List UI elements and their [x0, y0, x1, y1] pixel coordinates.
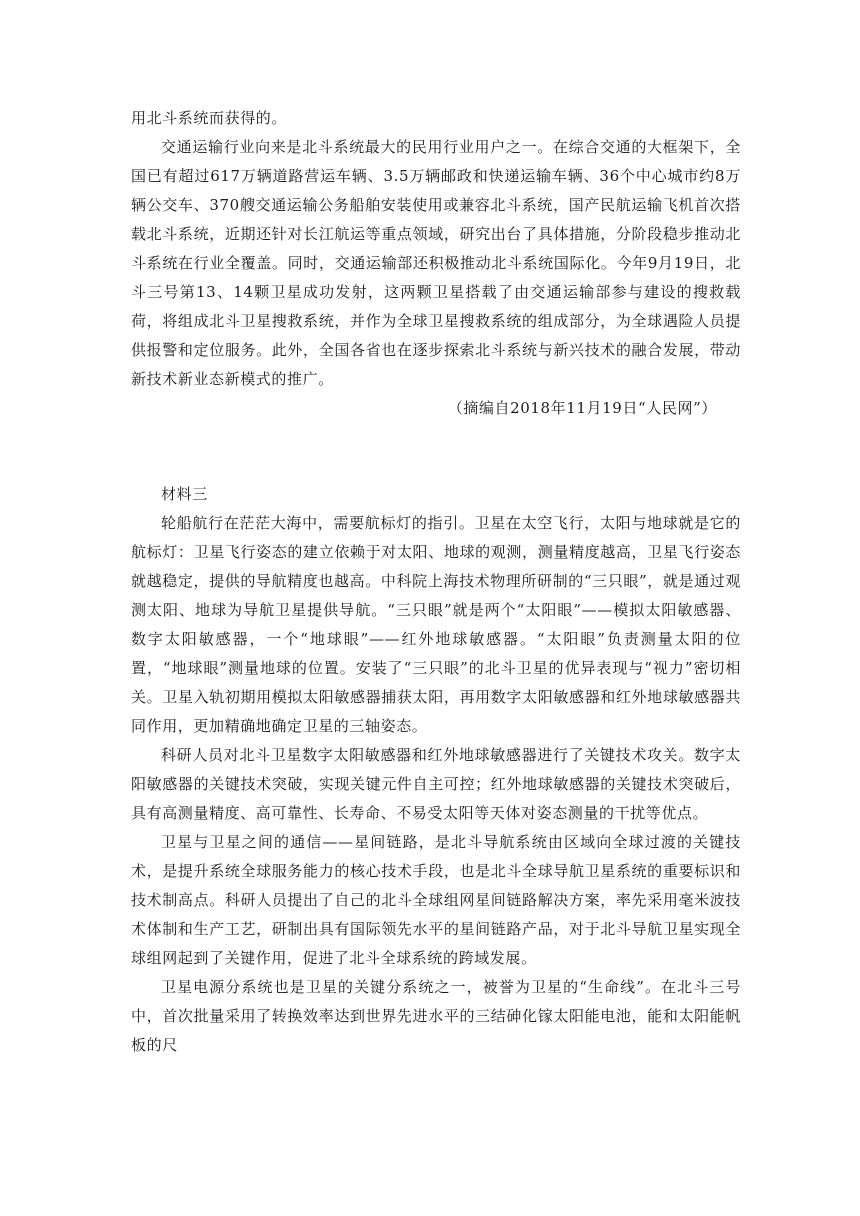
material-two-section — [131, 104, 741, 423]
source-citation: （摘编自2018年11月19日“人民网”） — [447, 399, 717, 417]
paragraph-sensors: 科研人员对北斗卫星数字太阳敏感器和红外地球敏感器进行了关键技术攻关。数字太阳敏感器的关键技术突破，实现关键元件自主可控；红外地球敏感器的关键技术突破后，具有高测量精度、高可靠性、长寿命、不易受太阳等天体对姿态测量的干扰等优点。 — [131, 746, 741, 822]
material-three-section — [131, 480, 741, 1060]
continuation-text: 用北斗系统而获得的。 — [131, 109, 288, 127]
transport-paragraph: 交通运输行业向来是北斗系统最大的民用行业用户之一。在综合交通的大框架下，全国已有超过617万辆道路营运车辆、3.5万辆邮政和快递运输车辆、36个中心城市约8万辆公交车、370艘交通运输公务船舶安装使用或兼容北斗系统，国产民航运输飞机首次搭载北斗系统，近期还针对长江航运等重点领域，研究出台了具体措施，分阶段稳步推动北斗系统在行业全覆盖。同时，交通运输部还积极推动北斗系统国际化。今年9月19日，北斗三号第13、14颗卫星成功发射，这两颗卫星搭载了由交通运输部参与建设的搜救载荷，将组成北斗卫星搜救系统，并作为全球卫星搜救系统的组成部分，为全球遇险人员提供报警和定位服务。此外，全国各省也在逐步探索北斗系统与新兴技术的融合发展，带动新技术新业态新模式的推广。 — [131, 138, 741, 388]
paragraph-inter-satellite-link: 卫星与卫星之间的通信——星间链路，是北斗导航系统由区域向全球过渡的关键技术，是提升系统全球服务能力的核心技术手段，也是北斗全球导航卫星系统的重要标识和技术制高点。科研人员提出了自己的北斗全球组网星间链路解决方案，率先采用毫米波技术体制和生产工艺，研制出具有国际领先水平的星间链路产品，对于北斗导航卫星实现全球组网起到了关键作用，促进了北斗全球系统的跨域发展。 — [131, 833, 741, 967]
paragraph-power-subsystem: 卫星电源分系统也是卫星的关键分系统之一，被誉为卫星的“生命线”。在北斗三号中，首次批量采用了转换效率达到世界先进水平的三结砷化镓太阳能电池，能和太阳能帆板的尺 — [131, 978, 741, 1054]
material-three-heading: 材料三 — [161, 485, 208, 503]
paragraph-three-eyes: 轮船航行在茫茫大海中，需要航标灯的指引。卫星在太空飞行，太阳与地球就是它的航标灯：卫星飞行姿态的建立依赖于对太阳、地球的观测，测量精度越高，卫星飞行姿态就越稳定，提供的导航精度也越高。中科院上海技术物理所研制的“三只眼”，就是通过观测太阳、地球为导航卫星提供导航。“三只眼”就是两个“太阳眼”——模拟太阳敏感器、数字太阳敏感器，一个“地球眼”——红外地球敏感器。“太阳眼”负责测量太阳的位置，“地球眼”测量地球的位置。安装了“三只眼”的北斗卫星的优异表现与“视力”密切相关。卫星入轨初期用模拟太阳敏感器捕获太阳，再用数字太阳敏感器和红外地球敏感器共同作用，更加精确地确定卫星的三轴姿态。 — [131, 514, 741, 735]
